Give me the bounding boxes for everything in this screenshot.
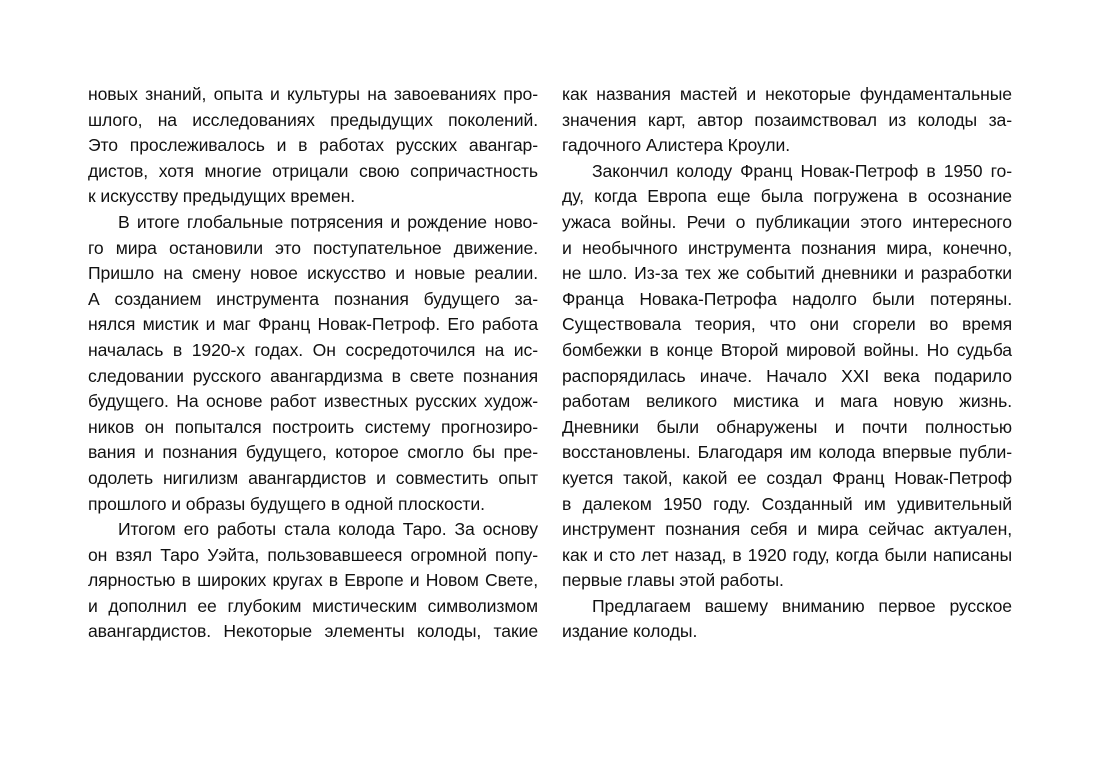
text-line: ду, когда Европа еще была погружена в осознание [562, 186, 1012, 207]
text-line: распорядилась иначе. Начало XXI века подарило [562, 365, 1012, 386]
text-line: и дополнил ее глубоким мистическим символизмом [88, 595, 538, 616]
text-line: гадочного Алистера Кроули. [562, 135, 790, 156]
text-line: и необычного инструмента познания мира, конечно, [562, 237, 1012, 258]
text-line: новых знаний, опыта и культуры на завоеваниях про- [88, 84, 538, 104]
text-line: Итогом его работы стала колода Таро. За основу [118, 519, 538, 540]
text-line: В итоге глобальные потрясения и рождение ново- [118, 211, 538, 232]
text-line: Это прослеживалось и в работах русских авангар- [88, 135, 538, 156]
text-line: дистов, хотя многие отрицали свою сопричастность [88, 160, 538, 181]
text-line: бомбежки в конце Второй мировой войны. Но судьба [562, 339, 1012, 360]
text-line: нялся мистик и маг Франц Новак-Петроф. Его работа [88, 314, 538, 335]
text-line: к искусству предыдущих времен. [88, 186, 356, 207]
text-line: восстановлены. Благодаря им колода впервые публи- [562, 442, 1012, 463]
text-line: лярностью в широких кругах в Европе и Новом Свете, [88, 570, 538, 591]
text-line: ужаса войны. Речи о публикации этого интересного [562, 211, 1012, 232]
text-line: Закончил колоду Франц Новак-Петроф в 1950 го- [592, 160, 1012, 181]
left-text-column [88, 82, 538, 645]
text-line: Дневники были обнаружены и почти полностью [562, 416, 1012, 437]
text-line: куется такой, какой ее создал Франц Новак-Петроф [562, 467, 1012, 488]
text-line: началась в 1920-х годах. Он сосредоточился на ис- [88, 339, 538, 360]
text-line: в далеком 1950 году. Созданный им удивительный [562, 493, 1012, 514]
text-line: издание колоды. [562, 621, 698, 642]
text-line: А созданием инструмента познания будущего за- [88, 288, 538, 309]
text-line: не шло. Из-за тех же событий дневники и разработки [562, 263, 1012, 284]
text-line: инструмент познания себя и мира сейчас актуален, [562, 519, 1012, 540]
text-line: Предлагаем вашему вниманию первое русское [592, 595, 1012, 616]
text-line: Франца Новака-Петрофа надолго были потеряны. [562, 288, 1012, 309]
text-line: вания и познания будущего, которое смогло бы пре- [88, 442, 538, 463]
text-line: одолеть нигилизм авангардистов и совместить опыт [88, 467, 538, 488]
text-line: как названия мастей и некоторые фундаментальные [562, 84, 1012, 104]
text-line: будущего. На основе работ известных русских худож- [88, 391, 538, 412]
text-line: ников он попытался построить систему прогнозиро- [88, 416, 538, 437]
text-line: прошлого и образы будущего в одной плоскости. [88, 493, 485, 514]
text-line: Существовала теория, что они сгорели во время [562, 314, 1012, 335]
text-line: значения карт, автор позаимствовал из колоды за- [562, 109, 1012, 130]
text-line: го мира остановили это поступательное движение. [88, 237, 538, 258]
text-line: он взял Таро Уэйта, пользовавшееся огромной попу- [88, 544, 538, 565]
text-line: как и сто лет назад, в 1920 году, когда были написаны [562, 544, 1012, 565]
text-line: следовании русского авангардизма в свете познания [88, 365, 538, 386]
text-line: первые главы этой работы. [562, 570, 784, 591]
text-line: работам великого мистика и мага новую жизнь. [562, 391, 1012, 412]
right-text-column [562, 82, 1012, 645]
text-line: авангардистов. Некоторые элементы колоды, такие [88, 621, 538, 642]
text-line: Пришло на смену новое искусство и новые реалии. [88, 263, 538, 284]
text-line: шлого, на исследованиях предыдущих поколений. [88, 109, 538, 130]
